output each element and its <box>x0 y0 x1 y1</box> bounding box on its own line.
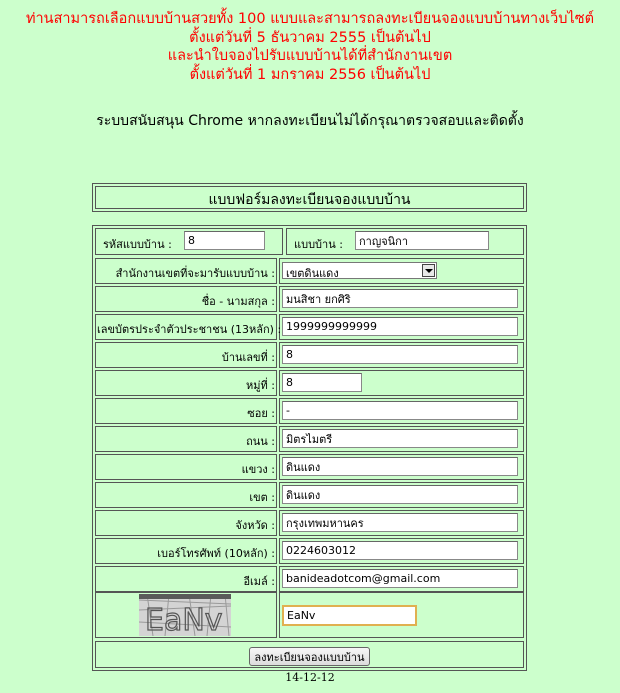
chevron-down-icon[interactable] <box>422 264 435 277</box>
province-label: จังหวัด : <box>235 519 275 532</box>
soi-input[interactable] <box>282 401 518 420</box>
moo-label: หมู่ที่ : <box>246 379 275 392</box>
footer-date: 14-12-12 <box>285 671 335 684</box>
submit-registration-button[interactable]: ลงทะเบียนจองแบบบ้าน <box>249 647 370 666</box>
notice-line-4: ตั้งแต่วันที่ 1 มกราคม 2556 เป็นต้นไป <box>189 66 431 83</box>
notice-line-1: ท่านสามารถเลือกแบบบ้านสวยทั้ง 100 แบบและสามารถลงทะเบียนจองแบบบ้านทางเว็บไซต์ <box>25 11 595 27</box>
browser-support-note: ระบบสนับสนุน Chrome หากลงทะเบียนไม่ได้กรุณาตรวจสอบและติดตั้ง <box>96 113 524 129</box>
khwaeng-input[interactable] <box>282 457 518 476</box>
id-input[interactable] <box>282 317 518 336</box>
form-title-box <box>92 183 527 212</box>
captcha-text: EaNv <box>145 603 223 636</box>
house-no-label: บ้านเลขที่ : <box>221 351 275 364</box>
captcha-image <box>139 594 231 636</box>
id-label: เลขบัตรประจำตัวประชาชน (13หลัก) : <box>97 323 282 336</box>
house-no-input[interactable] <box>282 345 518 364</box>
form-title: แบบฟอร์มลงทะเบียนจองแบบบ้าน <box>208 192 411 208</box>
email-input[interactable] <box>282 569 518 588</box>
captcha-input[interactable] <box>282 605 417 626</box>
notice-text <box>0 10 620 84</box>
house-code-input[interactable] <box>184 231 265 250</box>
name-label: ชื่อ - นามสกุล : <box>201 295 275 308</box>
name-input[interactable] <box>282 289 518 308</box>
notice-line-3: และนำใบจองไปรับแบบบ้านได้ที่สำนักงานเขต <box>167 48 453 64</box>
office-selected-value: เขตดินแดง <box>286 267 339 280</box>
house-type-input[interactable] <box>355 231 489 250</box>
house-type-label: แบบบ้าน : <box>294 238 343 251</box>
email-label: อีเมล์ : <box>243 575 275 588</box>
office-select[interactable] <box>282 262 437 279</box>
moo-input[interactable] <box>282 373 362 392</box>
khet-label: เขต : <box>249 491 275 504</box>
phone-input[interactable] <box>282 541 518 560</box>
soi-label: ซอย : <box>247 407 275 420</box>
house-code-label: รหัสแบบบ้าน : <box>103 238 172 251</box>
office-label: สำนักงานเขตที่จะมารับแบบบ้าน : <box>115 267 275 280</box>
province-input[interactable] <box>282 513 518 532</box>
road-label: ถนน : <box>246 435 275 448</box>
road-input[interactable] <box>282 429 518 448</box>
khwaeng-label: แขวง : <box>241 463 275 476</box>
notice-line-2: ตั้งแต่วันที่ 5 ธันวาคม 2555 เป็นต้นไป <box>189 29 431 46</box>
phone-label: เบอร์โทรศัพท์ (10หลัก) : <box>157 547 275 560</box>
khet-input[interactable] <box>282 485 518 504</box>
